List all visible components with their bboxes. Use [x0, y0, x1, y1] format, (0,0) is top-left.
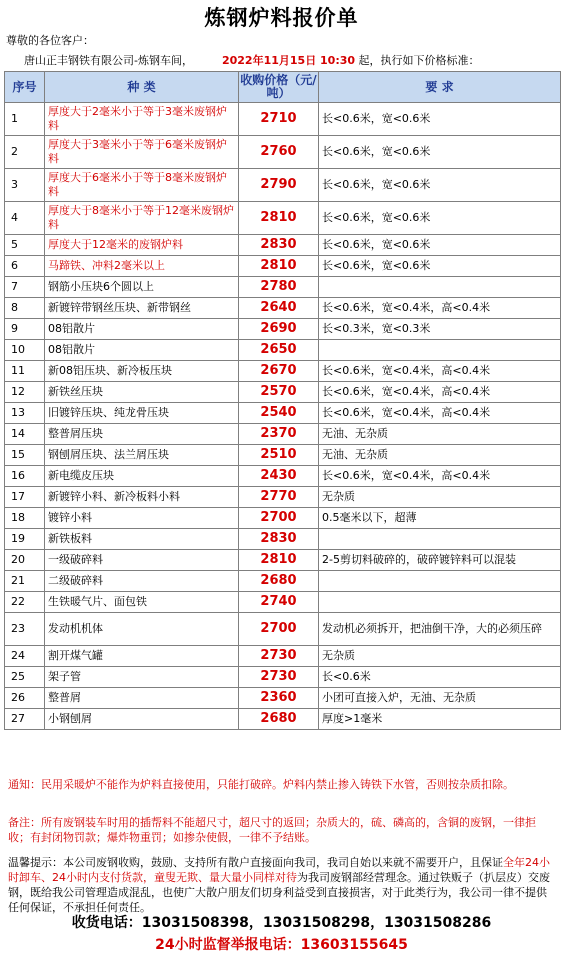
- row-category: 厚度大于8毫米小于等于12毫米废钢炉料: [45, 202, 239, 235]
- row-price: 2670: [239, 361, 319, 382]
- row-price: 2370: [239, 424, 319, 445]
- row-requirement: 厚度>1毫米: [319, 709, 561, 730]
- table-row: [5, 277, 561, 298]
- row-no: 20: [5, 550, 45, 571]
- row-no: 19: [5, 529, 45, 550]
- table-row: [5, 529, 561, 550]
- table-row: [5, 136, 561, 169]
- row-no: 16: [5, 466, 45, 487]
- row-no: 12: [5, 382, 45, 403]
- row-no: 4: [5, 202, 45, 235]
- row-category: 新铁板料: [45, 529, 239, 550]
- header-category: 种 类: [45, 72, 239, 103]
- row-no: 18: [5, 508, 45, 529]
- row-price: 2740: [239, 592, 319, 613]
- table-row: [5, 103, 561, 136]
- row-no: 3: [5, 169, 45, 202]
- intro-suffix: 起，执行如下价格标准：: [358, 54, 480, 67]
- row-requirement: 小团可直接入炉，无油、无杂质: [319, 688, 561, 709]
- row-no: 5: [5, 235, 45, 256]
- row-price: 2810: [239, 202, 319, 235]
- table-row: [5, 445, 561, 466]
- row-requirement: 无杂质: [319, 487, 561, 508]
- row-no: 17: [5, 487, 45, 508]
- row-no: 13: [5, 403, 45, 424]
- row-price: 2770: [239, 487, 319, 508]
- table-row: [5, 361, 561, 382]
- row-requirement: 2-5剪切料破碎的，破碎镀锌料可以混装: [319, 550, 561, 571]
- table-row: [5, 319, 561, 340]
- table-row: [5, 646, 561, 667]
- salutation: 尊敬的各位客户：: [6, 34, 94, 47]
- row-requirement: [319, 592, 561, 613]
- page-title: 炼钢炉料报价单: [204, 6, 359, 30]
- row-price: 2810: [239, 550, 319, 571]
- row-price: 2790: [239, 169, 319, 202]
- table-row: [5, 298, 561, 319]
- table-row: [5, 169, 561, 202]
- row-category: 生铁暖气片、面包铁: [45, 592, 239, 613]
- row-category: 小钢刨屑: [45, 709, 239, 730]
- row-no: 1: [5, 103, 45, 136]
- row-no: 22: [5, 592, 45, 613]
- row-price: 2700: [239, 613, 319, 646]
- table-row: [5, 688, 561, 709]
- row-no: 25: [5, 667, 45, 688]
- table-row: [5, 403, 561, 424]
- company-name: 唐山正丰钢铁有限公司-炼钢车间，: [24, 54, 193, 67]
- row-no: 6: [5, 256, 45, 277]
- table-row: [5, 592, 561, 613]
- table-row: [5, 571, 561, 592]
- row-requirement: 无杂质: [319, 646, 561, 667]
- table-row: [5, 613, 561, 646]
- table-row: [5, 667, 561, 688]
- receiving-phones: 收货电话：13031508398，13031508298，13031508286: [71, 915, 492, 931]
- row-category: 08铝散片: [45, 319, 239, 340]
- row-no: 11: [5, 361, 45, 382]
- row-no: 21: [5, 571, 45, 592]
- row-price: 2700: [239, 508, 319, 529]
- row-category: 旧镀锌压块、纯龙骨压块: [45, 403, 239, 424]
- row-price: 2690: [239, 319, 319, 340]
- row-category: 新电缆皮压块: [45, 466, 239, 487]
- row-price: 2710: [239, 103, 319, 136]
- row-price: 2650: [239, 340, 319, 361]
- row-requirement: 长<0.6米，宽<0.6米: [319, 256, 561, 277]
- table-row: [5, 235, 561, 256]
- row-no: 23: [5, 613, 45, 646]
- table-header-row: [5, 72, 561, 103]
- table-row: [5, 466, 561, 487]
- row-requirement: 长<0.6米，宽<0.6米: [319, 169, 561, 202]
- row-category: 新镀锌带钢丝压块、新带钢丝: [45, 298, 239, 319]
- row-category: 钢筋小压块6个圆以上: [45, 277, 239, 298]
- effective-datetime: 2022年11月15日 10:30: [221, 54, 356, 67]
- row-category: 新08铝压块、新冷板压块: [45, 361, 239, 382]
- row-requirement: 长<0.6米，宽<0.4米，高<0.4米: [319, 382, 561, 403]
- row-no: 24: [5, 646, 45, 667]
- row-requirement: 长<0.6米，宽<0.6米: [319, 103, 561, 136]
- row-requirement: 无油、无杂质: [319, 445, 561, 466]
- row-requirement: [319, 277, 561, 298]
- row-requirement: 长<0.6米，宽<0.4米，高<0.4米: [319, 298, 561, 319]
- row-price: 2540: [239, 403, 319, 424]
- row-category: 新铁丝压块: [45, 382, 239, 403]
- tips-part-2: 全年24小时卸车、24小时内支付货款，童叟无欺、量大量小同样对待: [8, 856, 550, 884]
- row-no: 2: [5, 136, 45, 169]
- row-no: 26: [5, 688, 45, 709]
- row-no: 27: [5, 709, 45, 730]
- table-row: [5, 709, 561, 730]
- row-price: 2570: [239, 382, 319, 403]
- row-category: 割开煤气罐: [45, 646, 239, 667]
- row-category: 厚度大于6毫米小于等于8毫米废钢炉料: [45, 169, 239, 202]
- row-price: 2680: [239, 709, 319, 730]
- row-price: 2760: [239, 136, 319, 169]
- row-category: 整普屑压块: [45, 424, 239, 445]
- table-row: [5, 340, 561, 361]
- row-category: 镀锌小料: [45, 508, 239, 529]
- table-body: [5, 103, 561, 730]
- table-row: [5, 424, 561, 445]
- row-no: 14: [5, 424, 45, 445]
- price-table: [4, 71, 561, 730]
- row-requirement: 长<0.6米，宽<0.6米: [319, 235, 561, 256]
- row-price: 2360: [239, 688, 319, 709]
- row-price: 2830: [239, 529, 319, 550]
- row-category: 一级破碎料: [45, 550, 239, 571]
- remark-text: 备注：所有废钢装车时用的插帮料不能超尺寸，超尺寸的返回；杂质大的，硫、磷高的，含铜的废钢，一律拒收；有封闭物罚款；爆炸物重罚；如掺杂使假，一律不予结账。: [8, 816, 536, 844]
- table-row: [5, 202, 561, 235]
- row-requirement: 长<0.6米，宽<0.4米，高<0.4米: [319, 466, 561, 487]
- table-row: [5, 550, 561, 571]
- row-category: 钢刨屑压块、法兰屑压块: [45, 445, 239, 466]
- row-requirement: 发动机必须拆开，把油倒干净，大的必须压碎: [319, 613, 561, 646]
- row-requirement: 长<0.6米: [319, 667, 561, 688]
- table-row: [5, 487, 561, 508]
- row-category: 厚度大于3毫米小于等于6毫米废钢炉料: [45, 136, 239, 169]
- table-row: [5, 508, 561, 529]
- row-requirement: [319, 340, 561, 361]
- row-category: 二级破碎料: [45, 571, 239, 592]
- row-requirement: 无油、无杂质: [319, 424, 561, 445]
- row-category: 新镀锌小料、新冷板料小料: [45, 487, 239, 508]
- row-requirement: 长<0.6米，宽<0.4米，高<0.4米: [319, 361, 561, 382]
- row-requirement: 长<0.6米，宽<0.6米: [319, 202, 561, 235]
- intro-line: [24, 52, 560, 68]
- row-no: 9: [5, 319, 45, 340]
- row-category: 整普屑: [45, 688, 239, 709]
- row-no: 15: [5, 445, 45, 466]
- row-requirement: 0.5毫米以下，超薄: [319, 508, 561, 529]
- report-hotline: 24小时监督举报电话：13603155645: [155, 937, 408, 953]
- row-price: 2680: [239, 571, 319, 592]
- row-requirement: 长<0.6米，宽<0.6米: [319, 136, 561, 169]
- row-category: 08铝散片: [45, 340, 239, 361]
- tips-part-1: 温馨提示：本公司废钢收购，鼓励、支持所有散户直接面向我司，我司自始以来就不需要开户，且保证: [8, 856, 503, 869]
- row-price: 2780: [239, 277, 319, 298]
- table-row: [5, 256, 561, 277]
- row-price: 2810: [239, 256, 319, 277]
- row-category: 厚度大于12毫米的废钢炉料: [45, 235, 239, 256]
- header-no: 序号: [5, 72, 45, 103]
- row-no: 7: [5, 277, 45, 298]
- table-row: [5, 382, 561, 403]
- row-price: 2730: [239, 667, 319, 688]
- header-requirement: 要 求: [319, 72, 561, 103]
- row-requirement: [319, 529, 561, 550]
- notice-text: 通知：民用采暖炉不能作为炉料直接使用，只能打破碎。炉料内禁止掺入铸铁下水管，否则按杂质扣除。: [8, 778, 514, 791]
- header-price: 收购价格（元/吨）: [239, 72, 319, 103]
- row-price: 2430: [239, 466, 319, 487]
- row-category: 发动机机体: [45, 613, 239, 646]
- row-price: 2830: [239, 235, 319, 256]
- row-requirement: [319, 571, 561, 592]
- row-category: 架子管: [45, 667, 239, 688]
- row-requirement: 长<0.3米，宽<0.3米: [319, 319, 561, 340]
- row-no: 8: [5, 298, 45, 319]
- row-price: 2510: [239, 445, 319, 466]
- row-price: 2640: [239, 298, 319, 319]
- row-no: 10: [5, 340, 45, 361]
- row-category: 厚度大于2毫米小于等于3毫米废钢炉料: [45, 103, 239, 136]
- tips-part-3: 为我司废钢部经营理念。通过铁贩子（扒层皮）交废钢，既给我公司管理造成混乱，也使广大散户朋友们切身利益受到直接损害，对于此类行为，我公司一律不提供任何保证，不承担任何责任。: [8, 871, 550, 914]
- row-price: 2730: [239, 646, 319, 667]
- row-requirement: 长<0.6米，宽<0.4米，高<0.4米: [319, 403, 561, 424]
- tips-text: [8, 855, 556, 915]
- row-category: 马蹄铁、冲料2毫米以上: [45, 256, 239, 277]
